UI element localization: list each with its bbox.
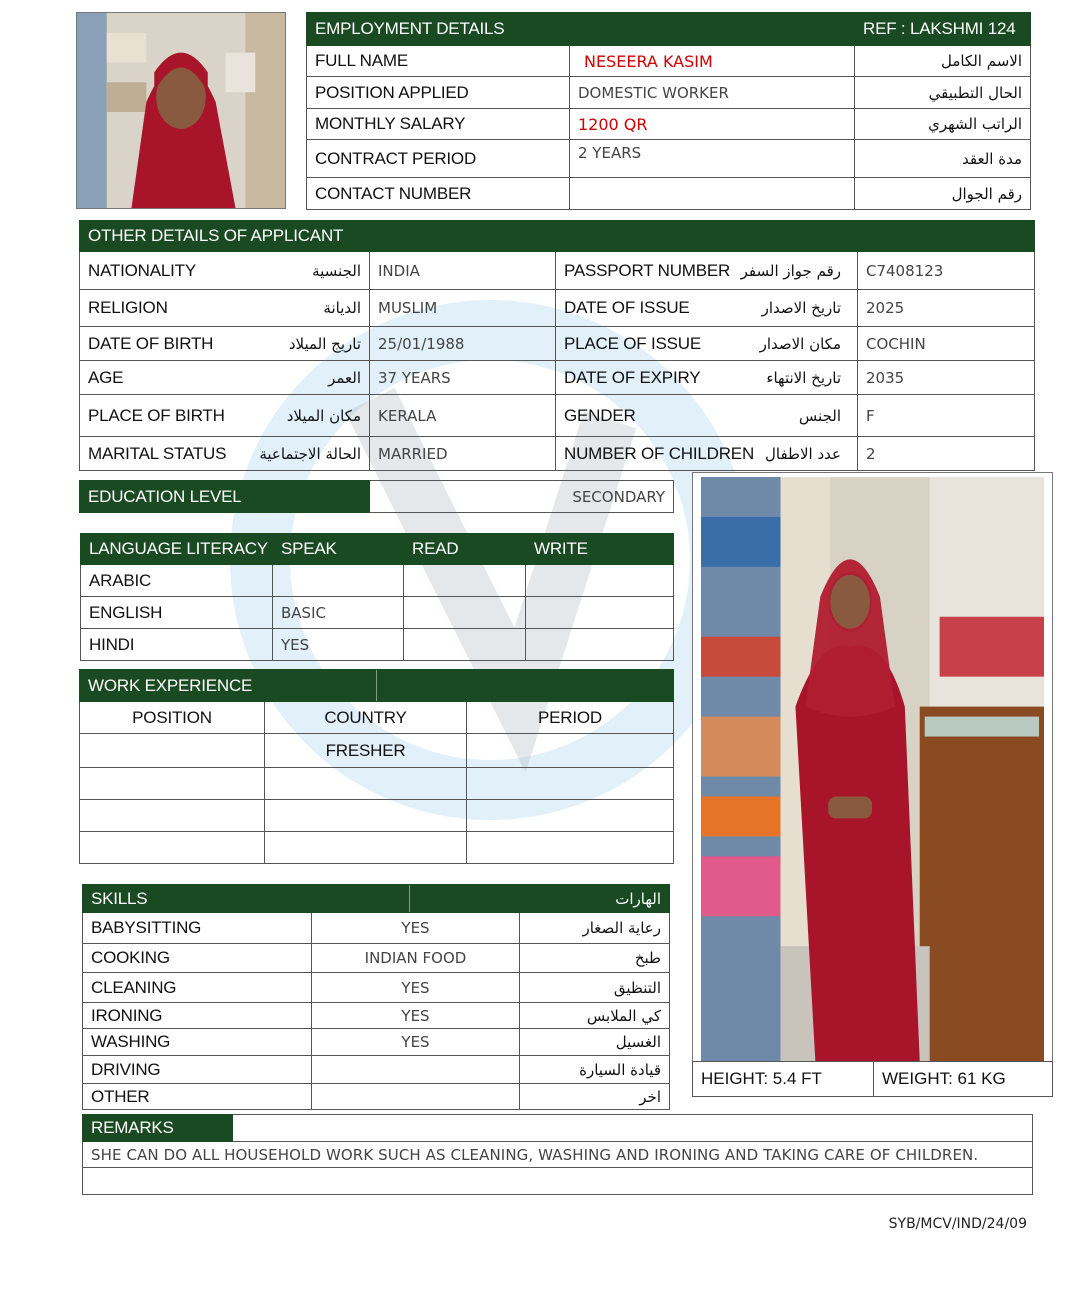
education-table — [79, 480, 674, 513]
other-right-value: C7408123 — [858, 252, 1035, 290]
skill-value: YES — [312, 1029, 520, 1056]
work-position — [80, 768, 265, 800]
remarks-blank-row — [83, 1168, 1033, 1195]
other-left-label-en: DATE OF BIRTH — [88, 333, 214, 353]
skill-arabic: التنظيق — [520, 973, 670, 1003]
skill-name: WASHING — [83, 1029, 312, 1056]
full-name-label: FULL NAME — [307, 46, 570, 77]
other-right-label-en: DATE OF EXPIRY — [564, 367, 701, 387]
employment-title: EMPLOYMENT DETAILS — [307, 13, 855, 46]
position-applied-label: POSITION APPLIED — [307, 77, 570, 109]
other-details-table — [79, 220, 1035, 471]
work-experience-title-divider — [376, 670, 466, 701]
skills-table — [82, 884, 670, 1110]
other-left-label — [88, 444, 361, 464]
monthly-salary-value: 1200 QR — [570, 109, 855, 140]
other-right-label-cell — [556, 252, 858, 290]
skill-name: COOKING — [83, 944, 312, 973]
other-right-label — [564, 368, 849, 388]
language-header-cell: SPEAK — [273, 534, 404, 565]
other-right-value: COCHIN — [858, 327, 1035, 361]
reference-number: REF : LAKSHMI 124 — [855, 13, 1031, 46]
other-left-label — [88, 298, 361, 318]
skill-value: YES — [312, 913, 520, 944]
other-left-label-ar: الديانة — [323, 299, 361, 317]
other-left-label-cell — [80, 252, 370, 290]
contract-period-value: 2 YEARS — [570, 140, 855, 178]
skills-title: SKILLS — [91, 888, 148, 908]
other-right-value: 2 — [858, 437, 1035, 471]
skill-name: BABYSITTING — [83, 913, 312, 944]
other-left-label — [88, 368, 361, 388]
other-left-label-cell — [80, 290, 370, 327]
contract-period-label: CONTRACT PERIOD — [307, 140, 570, 178]
other-left-label-en: AGE — [88, 367, 124, 387]
contract-period-arabic: مدة العقد — [855, 140, 1031, 178]
remarks-header-blank — [233, 1115, 1033, 1142]
work-country — [265, 832, 467, 864]
other-right-label-ar: رقم جواز السفر — [740, 261, 841, 280]
height-cell: HEIGHT: 5.4 FT — [692, 1061, 874, 1097]
other-left-label-en: MARITAL STATUS — [88, 443, 227, 463]
skill-arabic: الغسيل — [520, 1029, 670, 1056]
skill-name: IRONING — [83, 1003, 312, 1029]
work-header-cell: COUNTRY — [265, 702, 467, 734]
work-period — [467, 832, 674, 864]
language-read-value — [404, 629, 526, 661]
work-header-cell: POSITION — [80, 702, 265, 734]
language-name: ENGLISH — [81, 597, 273, 629]
other-right-label-ar: تاريخ الانتهاء — [766, 368, 841, 387]
skills-title-cell — [83, 885, 520, 913]
weight-cell: WEIGHT: 61 KG — [873, 1061, 1053, 1097]
other-left-label-en: NATIONALITY — [88, 260, 197, 280]
work-experience-title-text: WORK EXPERIENCE — [88, 675, 253, 695]
skill-value — [312, 1084, 520, 1110]
other-left-label-ar: الحالة الاجتماعية — [259, 444, 361, 463]
other-right-label-en: NUMBER OF CHILDREN — [564, 443, 755, 463]
contact-number-arabic: رقم الجوال — [855, 178, 1031, 210]
position-applied-value: DOMESTIC WORKER — [570, 77, 855, 109]
other-right-value: F — [858, 395, 1035, 437]
skill-arabic: رعاية الصغار — [520, 913, 670, 944]
other-right-label — [564, 298, 849, 318]
language-read-value — [404, 565, 526, 597]
other-right-value: 2025 — [858, 290, 1035, 327]
work-experience-header-blank — [467, 670, 674, 702]
language-write-value — [526, 565, 674, 597]
skill-name: DRIVING — [83, 1056, 312, 1084]
skill-value — [312, 1056, 520, 1084]
other-right-label-ar: الجنس — [798, 406, 841, 425]
monthly-salary-label: MONTHLY SALARY — [307, 109, 570, 140]
other-right-label-ar: مكان الاصدار — [759, 334, 841, 353]
other-left-label-en: PLACE OF BIRTH — [88, 405, 225, 425]
skill-arabic: قيادة السيارة — [520, 1056, 670, 1084]
contact-number-label: CONTACT NUMBER — [307, 178, 570, 210]
other-left-label — [88, 334, 361, 354]
monthly-salary-arabic: الراتب الشهري — [855, 109, 1031, 140]
other-right-label-cell — [556, 395, 858, 437]
remarks-table — [82, 1114, 1033, 1195]
other-right-label-cell — [556, 361, 858, 395]
skill-value: YES — [312, 1003, 520, 1029]
full-name-arabic: الاسم الكامل — [855, 46, 1031, 77]
work-country — [265, 800, 467, 832]
work-country: FRESHER — [265, 734, 467, 768]
language-speak-value: BASIC — [273, 597, 404, 629]
other-right-label — [564, 261, 849, 281]
full-length-photo — [692, 472, 1053, 1061]
language-header-cell: LANGUAGE LITERACY — [81, 534, 273, 565]
language-write-value — [526, 629, 674, 661]
other-left-value: MARRIED — [370, 437, 556, 471]
other-right-label-ar: تاريخ الاصدار — [761, 299, 841, 317]
other-left-label-ar: العمر — [328, 368, 361, 387]
work-country — [265, 768, 467, 800]
skill-name: CLEANING — [83, 973, 312, 1003]
other-right-label — [564, 334, 849, 354]
other-left-label-cell — [80, 437, 370, 471]
work-period — [467, 800, 674, 832]
skill-name: OTHER — [83, 1084, 312, 1110]
language-name: ARABIC — [81, 565, 273, 597]
contact-number-value — [570, 178, 855, 210]
other-right-label-en: DATE OF ISSUE — [564, 298, 690, 317]
other-right-label-en: PASSPORT NUMBER — [564, 260, 731, 280]
work-position — [80, 800, 265, 832]
work-header-cell: PERIOD — [467, 702, 674, 734]
language-speak-value — [273, 565, 404, 597]
other-left-label-ar: الجنسية — [312, 261, 361, 280]
other-right-label — [564, 444, 849, 464]
skill-arabic: طبخ — [520, 944, 670, 973]
other-right-label-cell — [556, 327, 858, 361]
other-left-label — [88, 261, 361, 281]
skills-title-divider — [409, 885, 519, 912]
work-experience-title — [80, 670, 467, 702]
skills-title-arabic: الهارات — [520, 885, 670, 913]
remarks-text: SHE CAN DO ALL HOUSEHOLD WORK SUCH AS CLEANING, WASHING AND IRONING AND TAKING CARE OF CHILDREN. — [83, 1142, 1033, 1168]
skill-arabic: كي الملابس — [520, 1003, 670, 1029]
work-position — [80, 734, 265, 768]
other-right-label-en: PLACE OF ISSUE — [564, 333, 702, 353]
other-left-label-cell — [80, 395, 370, 437]
other-left-label-ar: تاريج الميلاد — [288, 334, 361, 353]
other-left-label-en: RELIGION — [88, 298, 168, 317]
other-right-value: 2035 — [858, 361, 1035, 395]
language-speak-value: YES — [273, 629, 404, 661]
document-reference-code: SYB/MCV/IND/24/09 — [888, 1216, 1027, 1232]
other-details-header-blank — [556, 221, 1035, 252]
full-name-value: NESEERA KASIM — [570, 46, 855, 77]
other-right-label-cell — [556, 290, 858, 327]
language-table — [80, 533, 674, 661]
other-left-value: KERALA — [370, 395, 556, 437]
other-left-label — [88, 406, 361, 426]
work-period — [467, 768, 674, 800]
other-right-label-ar: عدد الاطفال — [765, 444, 841, 463]
language-write-value — [526, 597, 674, 629]
other-left-value: MUSLIM — [370, 290, 556, 327]
skill-value: INDIAN FOOD — [312, 944, 520, 973]
work-experience-table — [79, 669, 674, 864]
education-value: SECONDARY — [370, 481, 674, 513]
portrait-photo — [76, 12, 286, 209]
work-period — [467, 734, 674, 768]
other-right-label — [564, 406, 849, 426]
language-name: HINDI — [81, 629, 273, 661]
remarks-title: REMARKS — [83, 1115, 233, 1142]
other-details-title: OTHER DETAILS OF APPLICANT — [80, 221, 556, 252]
other-left-label-ar: مكان الميلاد — [286, 406, 361, 425]
language-header-cell: READ — [404, 534, 526, 565]
skill-value: YES — [312, 973, 520, 1003]
other-right-label-en: GENDER — [564, 405, 636, 425]
employment-details-table — [306, 12, 1031, 210]
other-left-label-cell — [80, 361, 370, 395]
language-read-value — [404, 597, 526, 629]
work-position — [80, 832, 265, 864]
education-label: EDUCATION LEVEL — [80, 481, 370, 513]
position-applied-arabic: الحال التطبيقي — [855, 77, 1031, 109]
other-left-value: 37 YEARS — [370, 361, 556, 395]
skill-arabic: اخر — [520, 1084, 670, 1110]
other-left-value: INDIA — [370, 252, 556, 290]
other-left-label-cell — [80, 327, 370, 361]
other-right-label-cell — [556, 437, 858, 471]
language-header-cell: WRITE — [526, 534, 674, 565]
other-left-value: 25/01/1988 — [370, 327, 556, 361]
